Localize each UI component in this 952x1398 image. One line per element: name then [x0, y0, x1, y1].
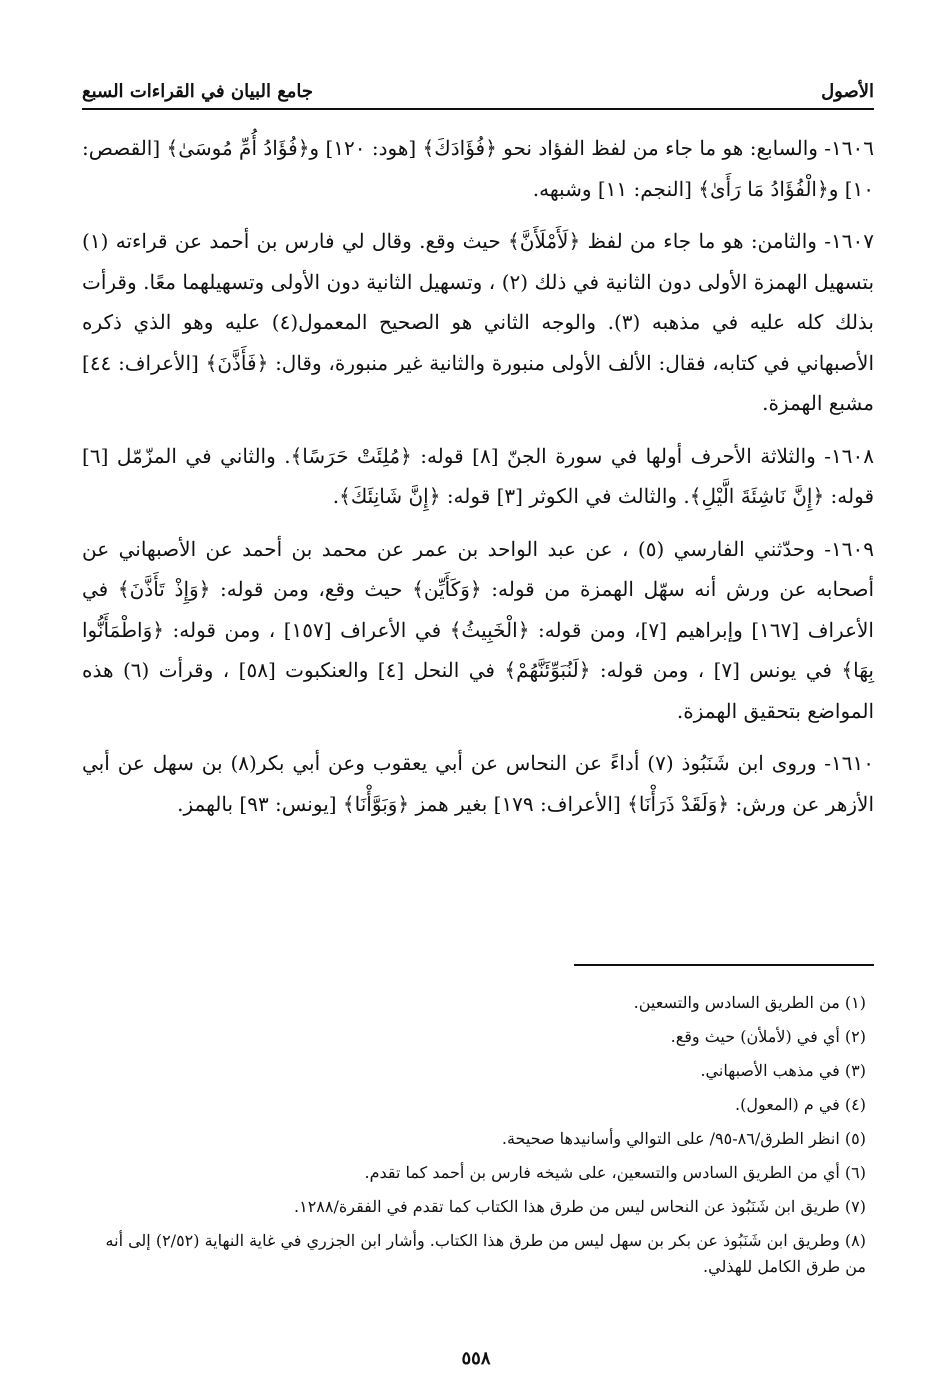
footnote-5: (٥) انظر الطرق/٨٦-٩٥/ على التوالي وأسانيدها صحيحة. [501, 1129, 866, 1148]
footnotes [82, 986, 874, 1280]
main-text [82, 128, 874, 836]
page-number: ٥٥٨ [461, 1348, 491, 1369]
paragraph-1609: ١٦٠٩- وحدّثني الفارسي (٥) ، عن عبد الواحد بن عمر عن محمد بن أحمد عن الأصبهاني عن أصحابه عن ورش أنه سهّل الهمزة من قوله: ﴿وَكَأَيِّن﴾ حيث وقع، ومن قوله: ﴿وَإِذْ تَأَذَّنَ﴾ في الأعراف [١٦٧] وإبراهيم [٧]، ومن قوله: ﴿الْخَبِيثُ﴾ في الأعراف [١٥٧] ، ومن قوله: ﴿وَاطْمَأَنُّوا بِهَا﴾ في يونس [٧] ، ومن قوله: ﴿لَنُبَوِّئَنَّهُمْ﴾ في النحل [٤] والعنكبوت [٥٨] ، وقرأت (٦) هذه المواضع بتحقيق الهمزة. [82, 536, 874, 723]
chapter-title: الأصول [821, 81, 874, 102]
book-title: جامع البيان في القراءات السبع [82, 81, 314, 102]
footnote-4: (٤) في م (المعول). [735, 1095, 866, 1114]
paragraph-1608: ١٦٠٨- والثلاثة الأحرف أولها في سورة الجنّ [٨] قوله: ﴿مُلِئَتْ حَرَسًا﴾. والثاني في المزّمّل [٦] قوله: ﴿إِنَّ نَاشِئَةَ الَّيْلِ﴾. والثالث في الكوثر [٣] قوله: ﴿إِنَّ شَانِئَكَ﴾. [82, 443, 874, 508]
paragraph-1606: ١٦٠٦- والسابع: هو ما جاء من لفظ الفؤاد نحو ﴿فُؤَادَكَ﴾ [هود: ١٢٠] و﴿فُؤَادُ أُمِّ مُوسَىٰ﴾ [القصص: ١٠] و﴿الْفُؤَادُ مَا رَأَىٰ﴾ [النجم: ١١] وشبهه. [82, 136, 874, 201]
running-header [82, 70, 874, 110]
footnote-3: (٣) في مذهب الأصبهاني. [700, 1061, 866, 1080]
footnote-1: (١) من الطريق السادس والتسعين. [633, 993, 866, 1012]
footnote-separator [574, 964, 874, 966]
paragraph-1610: ١٦١٠- وروى ابن شَنَبُوذ (٧) أداءً عن النحاس عن أبي يعقوب وعن أبي بكر(٨) بن سهل عن أبي الأزهر عن ورش: ﴿وَلَقَدْ ذَرَأْنَا﴾ [الأعراف: ١٧٩] بغير همز ﴿وَبَوَّأْنَا﴾ [يونس: ٩٣] بالهمز. [82, 751, 874, 816]
footnote-6: (٦) أي من الطريق السادس والتسعين، على شيخه فارس بن أحمد كما تقدم. [364, 1163, 866, 1182]
footnote-8: (٨) وطريق ابن شَنَبُوذ عن بكر بن سهل ليس من طرق هذا الكتاب. وأشار ابن الجزري في غاية النهاية (٢/٥٢) إلى أنه من طرق الكامل للهذلي. [105, 1231, 866, 1276]
paragraph-1607: ١٦٠٧- والثامن: هو ما جاء من لفظ ﴿لَأَمْلَأَنَّ﴾ حيث وقع. وقال لي فارس بن أحمد عن قراءته (١) بتسهيل الهمزة الأولى دون الثانية في ذلك (٢) ، وتسهيل الثانية دون الأولى وتسهيلهما معًا. وقرأت بذلك كله عليه في مذهبه (٣). والوجه الثاني هو الصحيح المعمول(٤) عليه وهو الذي ذكره الأصبهاني في كتابه، فقال: الألف الأولى منبورة والثانية غير منبورة، وقال: ﴿فَأَذَّنَ﴾ [الأعراف: ٤٤] مشبع الهمزة. [82, 229, 875, 415]
footnote-2: (٢) أي في (لأملأن) حيث وقع. [670, 1027, 866, 1046]
footnote-7: (٧) طريق ابن شَنَبُوذ عن النحاس ليس من طرق هذا الكتاب كما تقدم في الفقرة/١٢٨٨. [294, 1197, 866, 1216]
